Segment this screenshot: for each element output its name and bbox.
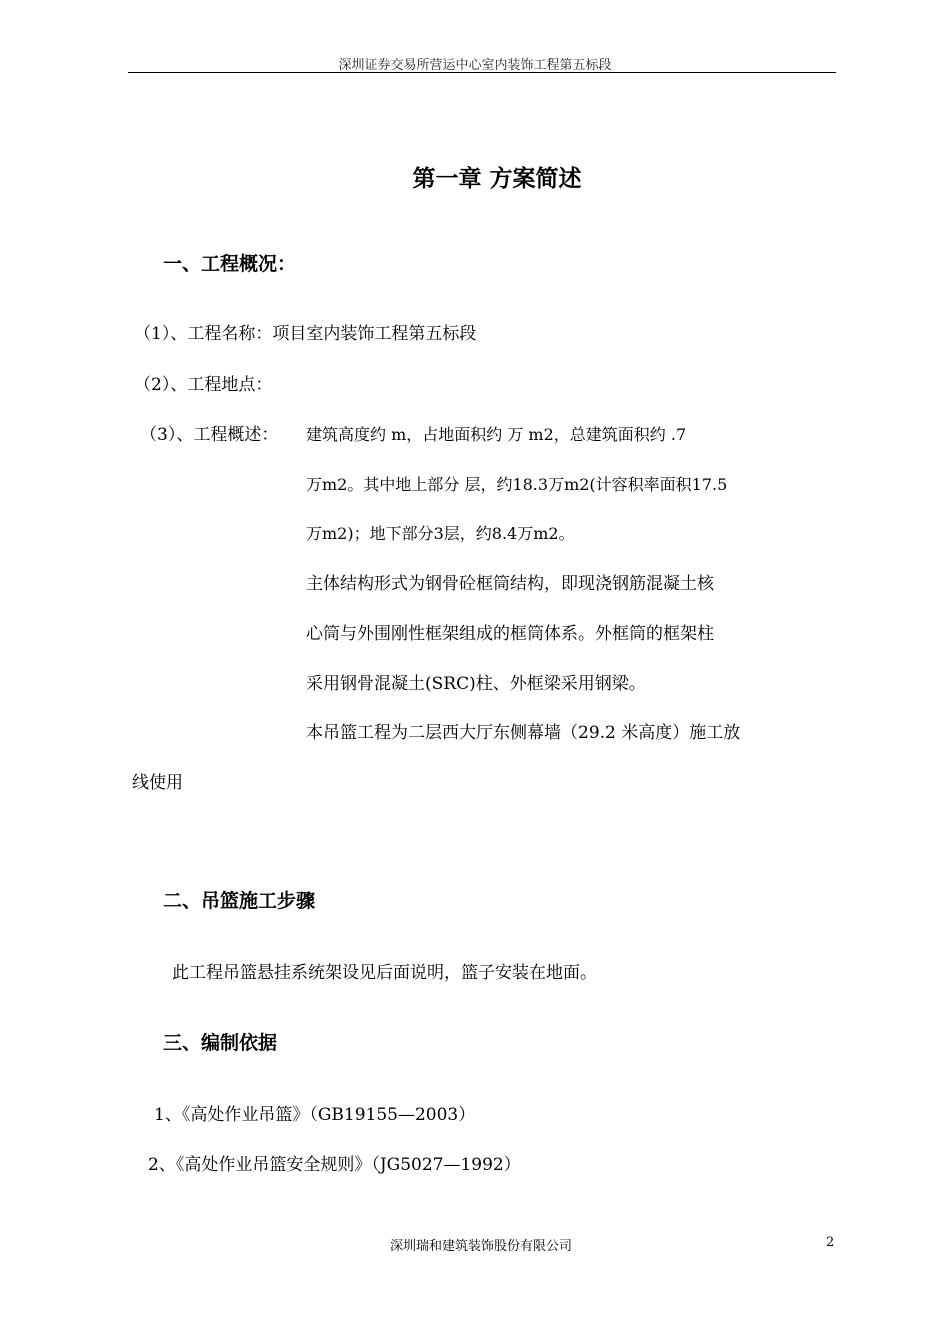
structure-line: 心筒与外围刚性框架组成的框筒体系。外框筒的框架柱 — [306, 624, 714, 644]
section-heading-basis: 三、编制依据 — [163, 1032, 278, 1054]
structure-line: 主体结构形式为钢骨砼框筒结构，即现浇钢筋混凝土核 — [306, 574, 714, 594]
overview-line: 万m2)；地下部分3层，约8.4万m2。 — [306, 524, 575, 543]
usage-line-continued: 线使用 — [132, 773, 183, 793]
structure-line: 采用钢骨混凝土(SRC)柱、外框梁采用钢梁。 — [306, 674, 646, 694]
usage-line: 本吊篮工程为二层西大厅东侧幕墙（29.2 米高度）施工放 — [306, 723, 741, 743]
steps-description: 此工程吊篮悬挂系统架设见后面说明，篮子安装在地面。 — [172, 963, 597, 983]
page-footer-company: 深圳瑞和建筑装饰股份有限公司 — [389, 1239, 572, 1254]
project-overview-label: （3）、工程概述： — [140, 425, 279, 445]
reference-item: 1、《高处作业吊篮》（GB19155—2003） — [154, 1105, 476, 1125]
reference-item: 2、《高处作业吊篮安全规则》（JG5027—1992） — [148, 1155, 521, 1175]
section-heading-steps: 二、吊篮施工步骤 — [163, 890, 316, 912]
overview-line: 建筑高度约 m，占地面积约 万 m2，总建筑面积约 .7 — [306, 425, 687, 444]
header-divider — [128, 72, 836, 73]
overview-line: 万m2。其中地上部分 层，约18.3万m2(计容积率面积17.5 — [306, 475, 728, 494]
section-heading-overview: 一、工程概况： — [163, 253, 297, 275]
page-number: 2 — [826, 1235, 835, 1250]
chapter-title: 第一章 方案简述 — [412, 166, 582, 192]
page-header: 深圳证券交易所营运中心室内装饰工程第五标段 — [338, 58, 612, 73]
project-name-item: （1）、工程名称：项目室内装饰工程第五标段 — [134, 324, 477, 344]
project-location-item: （2）、工程地点： — [134, 375, 273, 395]
